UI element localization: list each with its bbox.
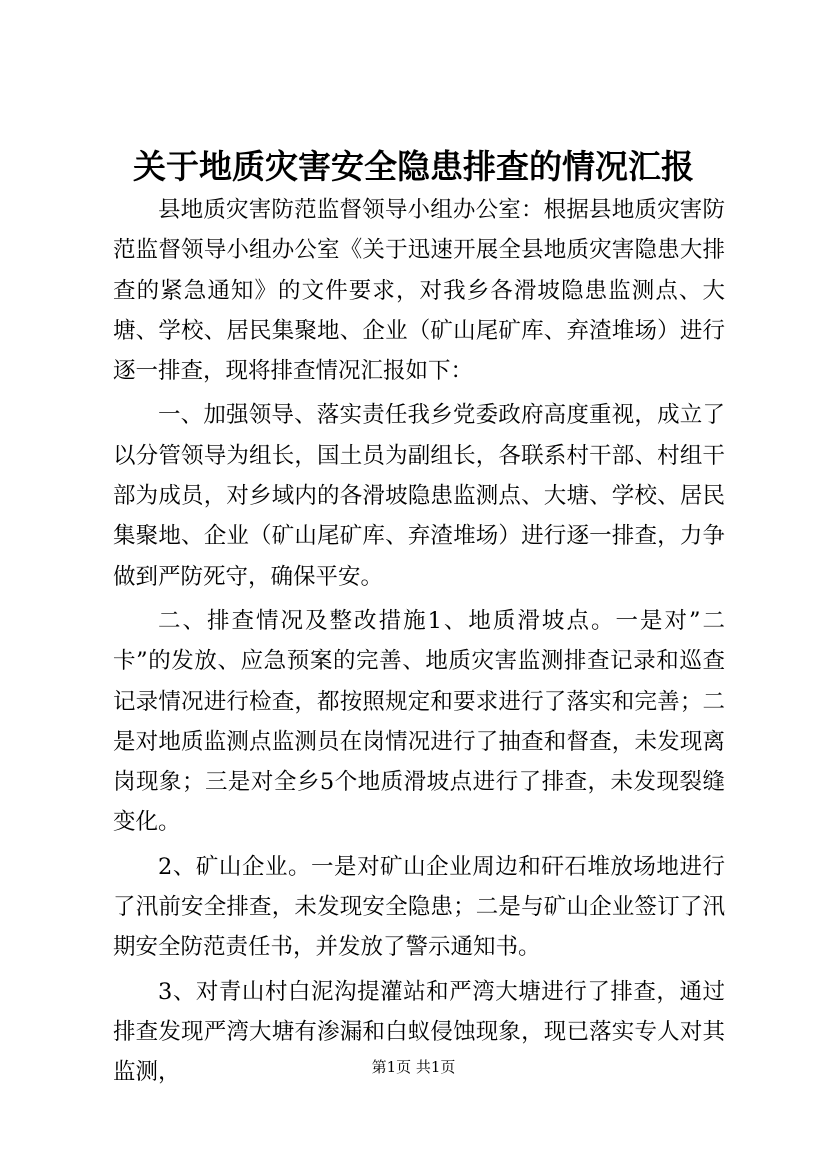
paragraph-inspection-landslide: 二、排查情况及整改措施1、地质滑坡点。一是对”二卡”的发放、应急预案的完善、地质灾害监测排查记录和巡查记录情况进行检查，都按照规定和要求进行了落实和完善；二是对地质监测点监测员在岗情况进行了抽查和督查，未发现离岗现象；三是对全乡5个地质滑坡点进行了排查，未发现裂缝变化。 (113, 607, 725, 836)
document-body (113, 190, 725, 1093)
paragraph-reservoir: 3、对青山村白泥沟提灌站和严湾大塘进行了排查，通过排查发现严湾大塘有渗漏和白蚁侵蚀现象，现已落实专人对其监测， (113, 978, 725, 1086)
paragraph-intro: 县地质灾害防范监督领导小组办公室：根据县地质灾害防范监督领导小组办公室《关于迅速开展全县地质灾害隐患大排查的紧急通知》的文件要求，对我乡各滑坡隐患监测点、大塘、学校、居民集聚地、企业（矿山尾矿库、弃渣堆场）进行逐一排查，现将排查情况汇报如下： (113, 197, 725, 385)
document-title: 关于地质灾害安全隐患排查的情况汇报 (133, 147, 694, 186)
paragraph-mining: 2、矿山企业。一是对矿山企业周边和矸石堆放场地进行了汛前安全排查，未发现安全隐患；二是与矿山企业签订了汛期安全防范责任书，并发放了警示通知书。 (113, 853, 725, 961)
paragraph-leadership: 一、加强领导、落实责任我乡党委政府高度重视，成立了以分管领导为组长，国土员为副组长，各联系村干部、村组干部为成员，对乡域内的各滑坡隐患监测点、大塘、学校、居民集聚地、企业（矿山尾矿库、弃渣堆场）进行逐一排查，力争做到严防死守，确保平安。 (113, 402, 725, 590)
page-number-footer: 第1页 共1页 (371, 1058, 456, 1076)
